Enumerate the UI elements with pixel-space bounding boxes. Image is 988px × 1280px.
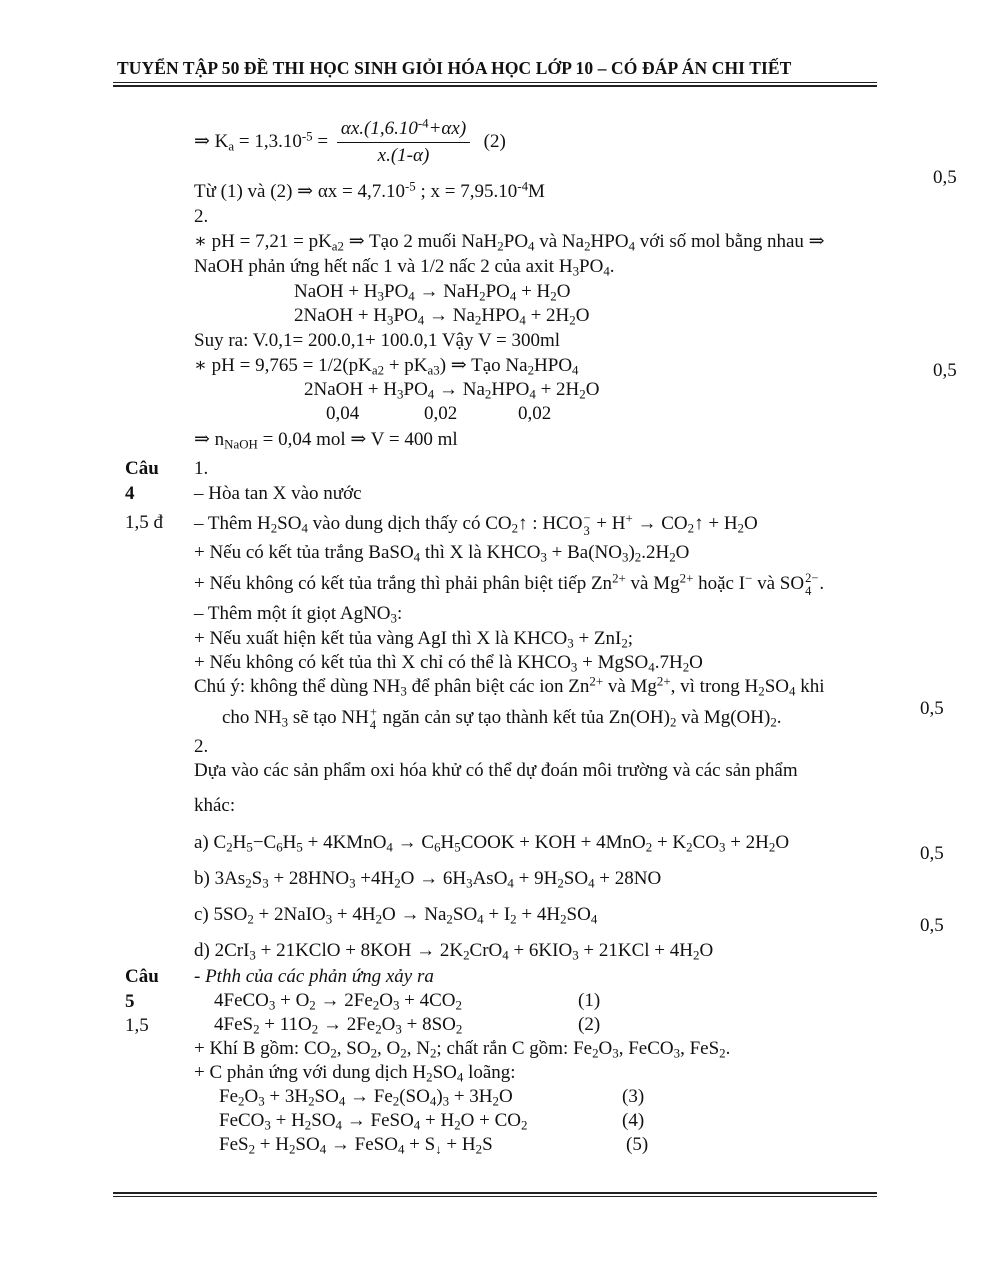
text-line: + Nếu có kết tủa trắng BaSO$_4$ thì X là $KHCO_3 + Ba(NO_3)_2.2H_2O$ — [194, 542, 690, 565]
mol-value: 0,02 — [518, 403, 552, 424]
equation: $Fe_2O_3 + 3H_2SO_4 \to Fe_2(SO_4)_3 + 3H_2O$ — [219, 1086, 513, 1109]
equation: $FeS_2 + H_2SO_4$ → FeSO$_4$ + $S_↓ + H_2S$ — [219, 1134, 493, 1157]
equation-tag: (5) — [626, 1134, 649, 1155]
text-line: khác: — [194, 795, 236, 816]
text-line: Từ (1) và (2) ⇒ $\alpha x = 4,7.10^{-5}$ ; $x = 7,95.10^{-4}M$ — [194, 178, 545, 202]
item-number: 1. — [194, 458, 209, 479]
text-line: + C phản ứng với dung dịch $H_2SO_4$ loãng: — [194, 1062, 516, 1085]
question-points: 1,5 đ — [125, 512, 163, 533]
equation: 2NaOH + $H_3PO_4 \to Na_2HPO_4 + 2H_2O$ — [294, 305, 590, 328]
text-line: – Thêm $H_2SO_4$ vào dung dịch thấy có $CO_2↑$ : HCO − 3 + $H^+ \to CO_2↑ + H_2O$ — [194, 510, 758, 538]
text-line: ⇒ $n_{NaOH} = 0,04$ mol ⇒ V = 400 ml — [194, 429, 458, 452]
equation: c) $5SO_2$ + 2NaIO$_3$ + $4H_2O \to Na_2SO_4 + I_2 + 4H_2SO_4$ — [194, 904, 598, 927]
text-line: + Nếu không có kết tủa thì X chỉ có thể là $KHCO_3$ + $MgSO_4.7H_2O$ — [194, 652, 703, 675]
text-line: Dựa vào các sản phẩm oxi hóa khử có thể dự đoán môi trường và các sản phẩm — [194, 760, 798, 781]
equation-tag: (3) — [622, 1086, 645, 1107]
text-line: - Pthh của các phản ứng xảy ra — [194, 966, 434, 987]
text-line: + Nếu xuất hiện kết tủa vàng AgI thì X là $KHCO_3 + ZnI_2$; — [194, 628, 634, 651]
text-line: + Nếu không có kết tủa trắng thì phải phân biệt tiếp $Zn^{2+}$ và $Mg^{2+}$ hoặc I− và SO 2− 4 . — [194, 570, 825, 598]
text-line: NaOH phản ứng hết nấc 1 và 1/2 nấc 2 của axit $H_3PO_4$. — [194, 256, 615, 279]
text-line: cho $NH_3$ sẽ tạo NH + 4 ngăn cản sự tạo thành kết tủa $Zn(OH)_2$ và $Mg(OH)_2$. — [222, 705, 782, 732]
question-label: Câu — [125, 966, 159, 987]
header-rule — [113, 82, 877, 87]
question-number: 5 — [125, 991, 135, 1012]
score: 0,5 — [933, 360, 957, 381]
text-line: ∗ pH = $9,765 = 1/2(pK_{a2} + pK_{a3})$ ⇒ Tạo $Na_2HPO_4$ — [194, 355, 579, 378]
score: 0,5 — [920, 843, 944, 864]
score: 0,5 — [920, 915, 944, 936]
equation: b) $3As_2S_3 + 28HNO_3 +4H_2O \to 6H_3AsO_4 + 9H_2SO_4 + 28NO$ — [194, 868, 662, 891]
page-header: TUYỂN TẬP 50 ĐỀ THI HỌC SINH GIỎI HÓA HỌC LỚP 10 – CÓ ĐÁP ÁN CHI TIẾT — [117, 58, 792, 78]
equation-tag: (1) — [578, 990, 601, 1011]
score: 0,5 — [933, 167, 957, 188]
question-number: 4 — [125, 483, 135, 504]
ka-fraction: $\frac{\alpha x.(1,6.10^{-4}+\alpha x)}{x.(1-\alpha)}$ — [337, 118, 470, 167]
equation-tag: (4) — [622, 1110, 645, 1131]
equation: $4FeS_2 + 11O_2 \to 2Fe_2O_3 + 8SO_2$ — [214, 1014, 463, 1037]
text-line: Suy ra: V.0,1= 200.0,1+ 100.0,1 Vậy V = 300ml — [194, 330, 561, 351]
score: 0,5 — [920, 698, 944, 719]
equation: NaOH + $H_3PO_4 \to NaH_2PO_4 + H_2O$ — [294, 281, 571, 304]
equation: d) 2CrI$_3$ + 21KClO + $8KOH \to 2K_2CrO_4 + 6KIO_3 + 21KCl + 4H_2O$ — [194, 940, 714, 963]
ka-equation: ⇒ $K_a = 1,3.10^{-5}$ = $\frac{\alpha x.(1,6.10^{-4}+\alpha x)}{x.(1-\alpha)}$ (2) — [194, 115, 506, 166]
item-number: 2. — [194, 736, 209, 757]
equation: 4FeCO$_3$ + $O_2 \to 2Fe_2O_3 + 4CO_2$ — [214, 990, 462, 1013]
equation-tag: (2) — [578, 1014, 601, 1035]
text-line: – Thêm một ít giọt AgNO$_3$: — [194, 603, 403, 626]
equation: FeCO$_3$ + $H_2SO_4$ → FeSO$_4$ + $H_2O + CO_2$ — [219, 1110, 528, 1133]
text-line: ∗ pH = $7,21 = pK_{a2}$ ⇒ Tạo 2 muối $NaH_2PO_4$ và $Na_2HPO_4$ với số mol bằng nhau ⇒ — [194, 231, 825, 254]
text-line: Chú ý: không thể dùng $NH_3$ để phân biệt các ion $Zn^{2+}$ và $Mg^{2+}$, vì trong $H_2SO_4$ khi — [194, 673, 825, 699]
text-line: – Hòa tan X vào nước — [194, 483, 362, 504]
footer-rule — [113, 1192, 877, 1197]
mol-value: 0,04 — [326, 403, 360, 424]
question-label: Câu — [125, 458, 159, 479]
mol-value: 0,02 — [424, 403, 458, 424]
equation: 2NaOH + $H_3PO_4 \to Na_2HPO_4 + 2H_2O$ — [304, 379, 600, 402]
text-line: + Khí B gồm: $CO_2$, $SO_2$, $O_2$, $N_2$; chất rắn C gồm: $Fe_2O_3$, FeCO$_3$, FeS$_2$. — [194, 1038, 731, 1061]
question-points: 1,5 — [125, 1015, 149, 1036]
equation: a) $C_2H_5-C_6H_5$ + 4KMnO$_4$ → $C_6H_5COOK$ + KOH + $4MnO_2 + K_2CO_3 + 2H_2O$ — [194, 832, 790, 855]
item-number: 2. — [194, 206, 209, 227]
